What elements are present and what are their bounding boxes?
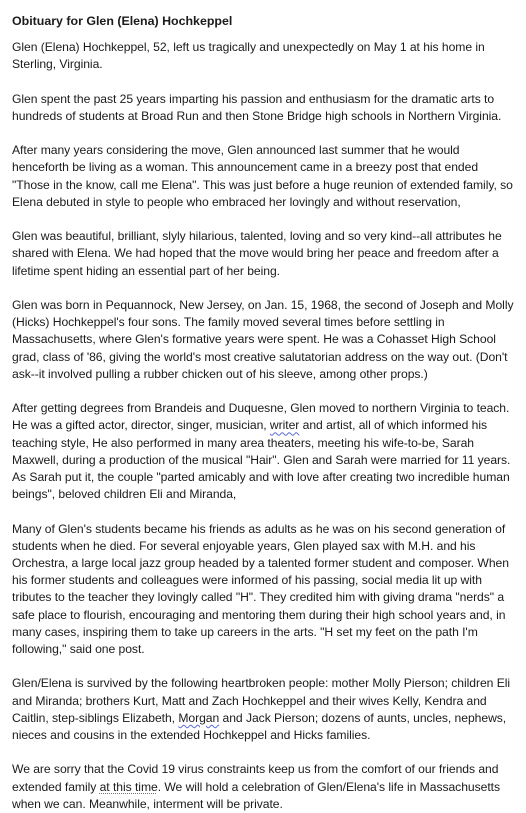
document-title: Obituary for Glen (Elena) Hochkeppel xyxy=(12,14,233,28)
proofing-underline: at this time xyxy=(99,779,158,794)
paragraph-5: Glen was born in Pequannock, New Jersey, on Jan. 15, 1968, the second of Joseph and Molly (Hicks) Hochkeppel's four sons. The family moved several times before settling in Massachusetts, where Glen's formative years were spent. He was a Cohasset High School grad, class of '86, giving the world's most creative salutatorian address on the way out. (Don't ask--it involved pulling a rubber chicken out of his sleeve, among other props.) xyxy=(12,297,514,381)
paragraph-9: We are sorry that the Covid 19 virus constraints keep us from the comfort of our friends and extended family at this time. We will hold a celebration of Glen/Elena's life in Massachusetts when we can. Meanwhile, interment will be private. xyxy=(12,762,500,811)
paragraph-7: Many of Glen's students became his friends as adults as he was on his second generation of students when he died. For several enjoyable years, Glen played sax with M.H. and his Orchestra, a large local jazz group headed by a talented former student and composer. When his former students and colleagues were informed of his passing, social media lit up with tributes to the teacher they lovingly called "H". They credited him with giving drama "nerds" a safe place to flourish, encouraging and mentoring them during their high school years and, in many cases, inspiring them to take up careers in the arts. "H set my feet on the path I'm following," said one post. xyxy=(12,521,509,657)
paragraph-3: After many years considering the move, Glen announced last summer that he would henceforth be living as a woman. This announcement came in a breezy post that ended "Those in the know, call me Elena". This was just before a huge reunion of extended family, so Elena debuted in style to people who embraced her lovingly and without reservation, xyxy=(12,143,513,209)
proofing-underline: writer xyxy=(269,418,300,433)
paragraph-4: Glen was beautiful, brilliant, slyly hilarious, talented, loving and so very kind--all attributes he shared with Elena. We had hoped that the move would bring her peace and freedom after a lifetime spent hiding an essential part of her being. xyxy=(12,229,502,278)
paragraph-6: After getting degrees from Brandeis and Duquesne, Glen moved to northern Virginia to teach. He was a gifted actor, director, singer, musician, writer and artist, all of which informed his teaching style, He also performed in many area theaters, meeting his wife-to-be, Sarah Maxwell, during a production of the musical "Hair". Glen and Sarah were married for 11 years. As Sarah put it, the couple "parted amicably and with love after creating two incredible human beings", beloved children Eli and Miranda, xyxy=(12,401,511,502)
paragraph-2: Glen spent the past 25 years imparting his passion and enthusiasm for the dramatic arts to hundreds of students at Broad Run and then Stone Bridge high schools in Northern Virginia. xyxy=(12,91,502,123)
proofing-underline: Morgan xyxy=(178,710,220,725)
paragraph-1: Glen (Elena) Hochkeppel, 52, left us tragically and unexpectedly on May 1 at his home in Sterling, Virginia. xyxy=(12,40,485,72)
paragraph-8: Glen/Elena is survived by the following heartbroken people: mother Molly Pierson; children Eli and Miranda; brothers Kurt, Matt and Zach Hochkeppel and their wives Kelly, Kendra and Caitlin, step-siblings Elizabeth, Morgan and Jack Pierson; dozens of aunts, uncles, nephews, nieces and cousins in the extended Hochkeppel and Hicks families. xyxy=(12,676,511,743)
